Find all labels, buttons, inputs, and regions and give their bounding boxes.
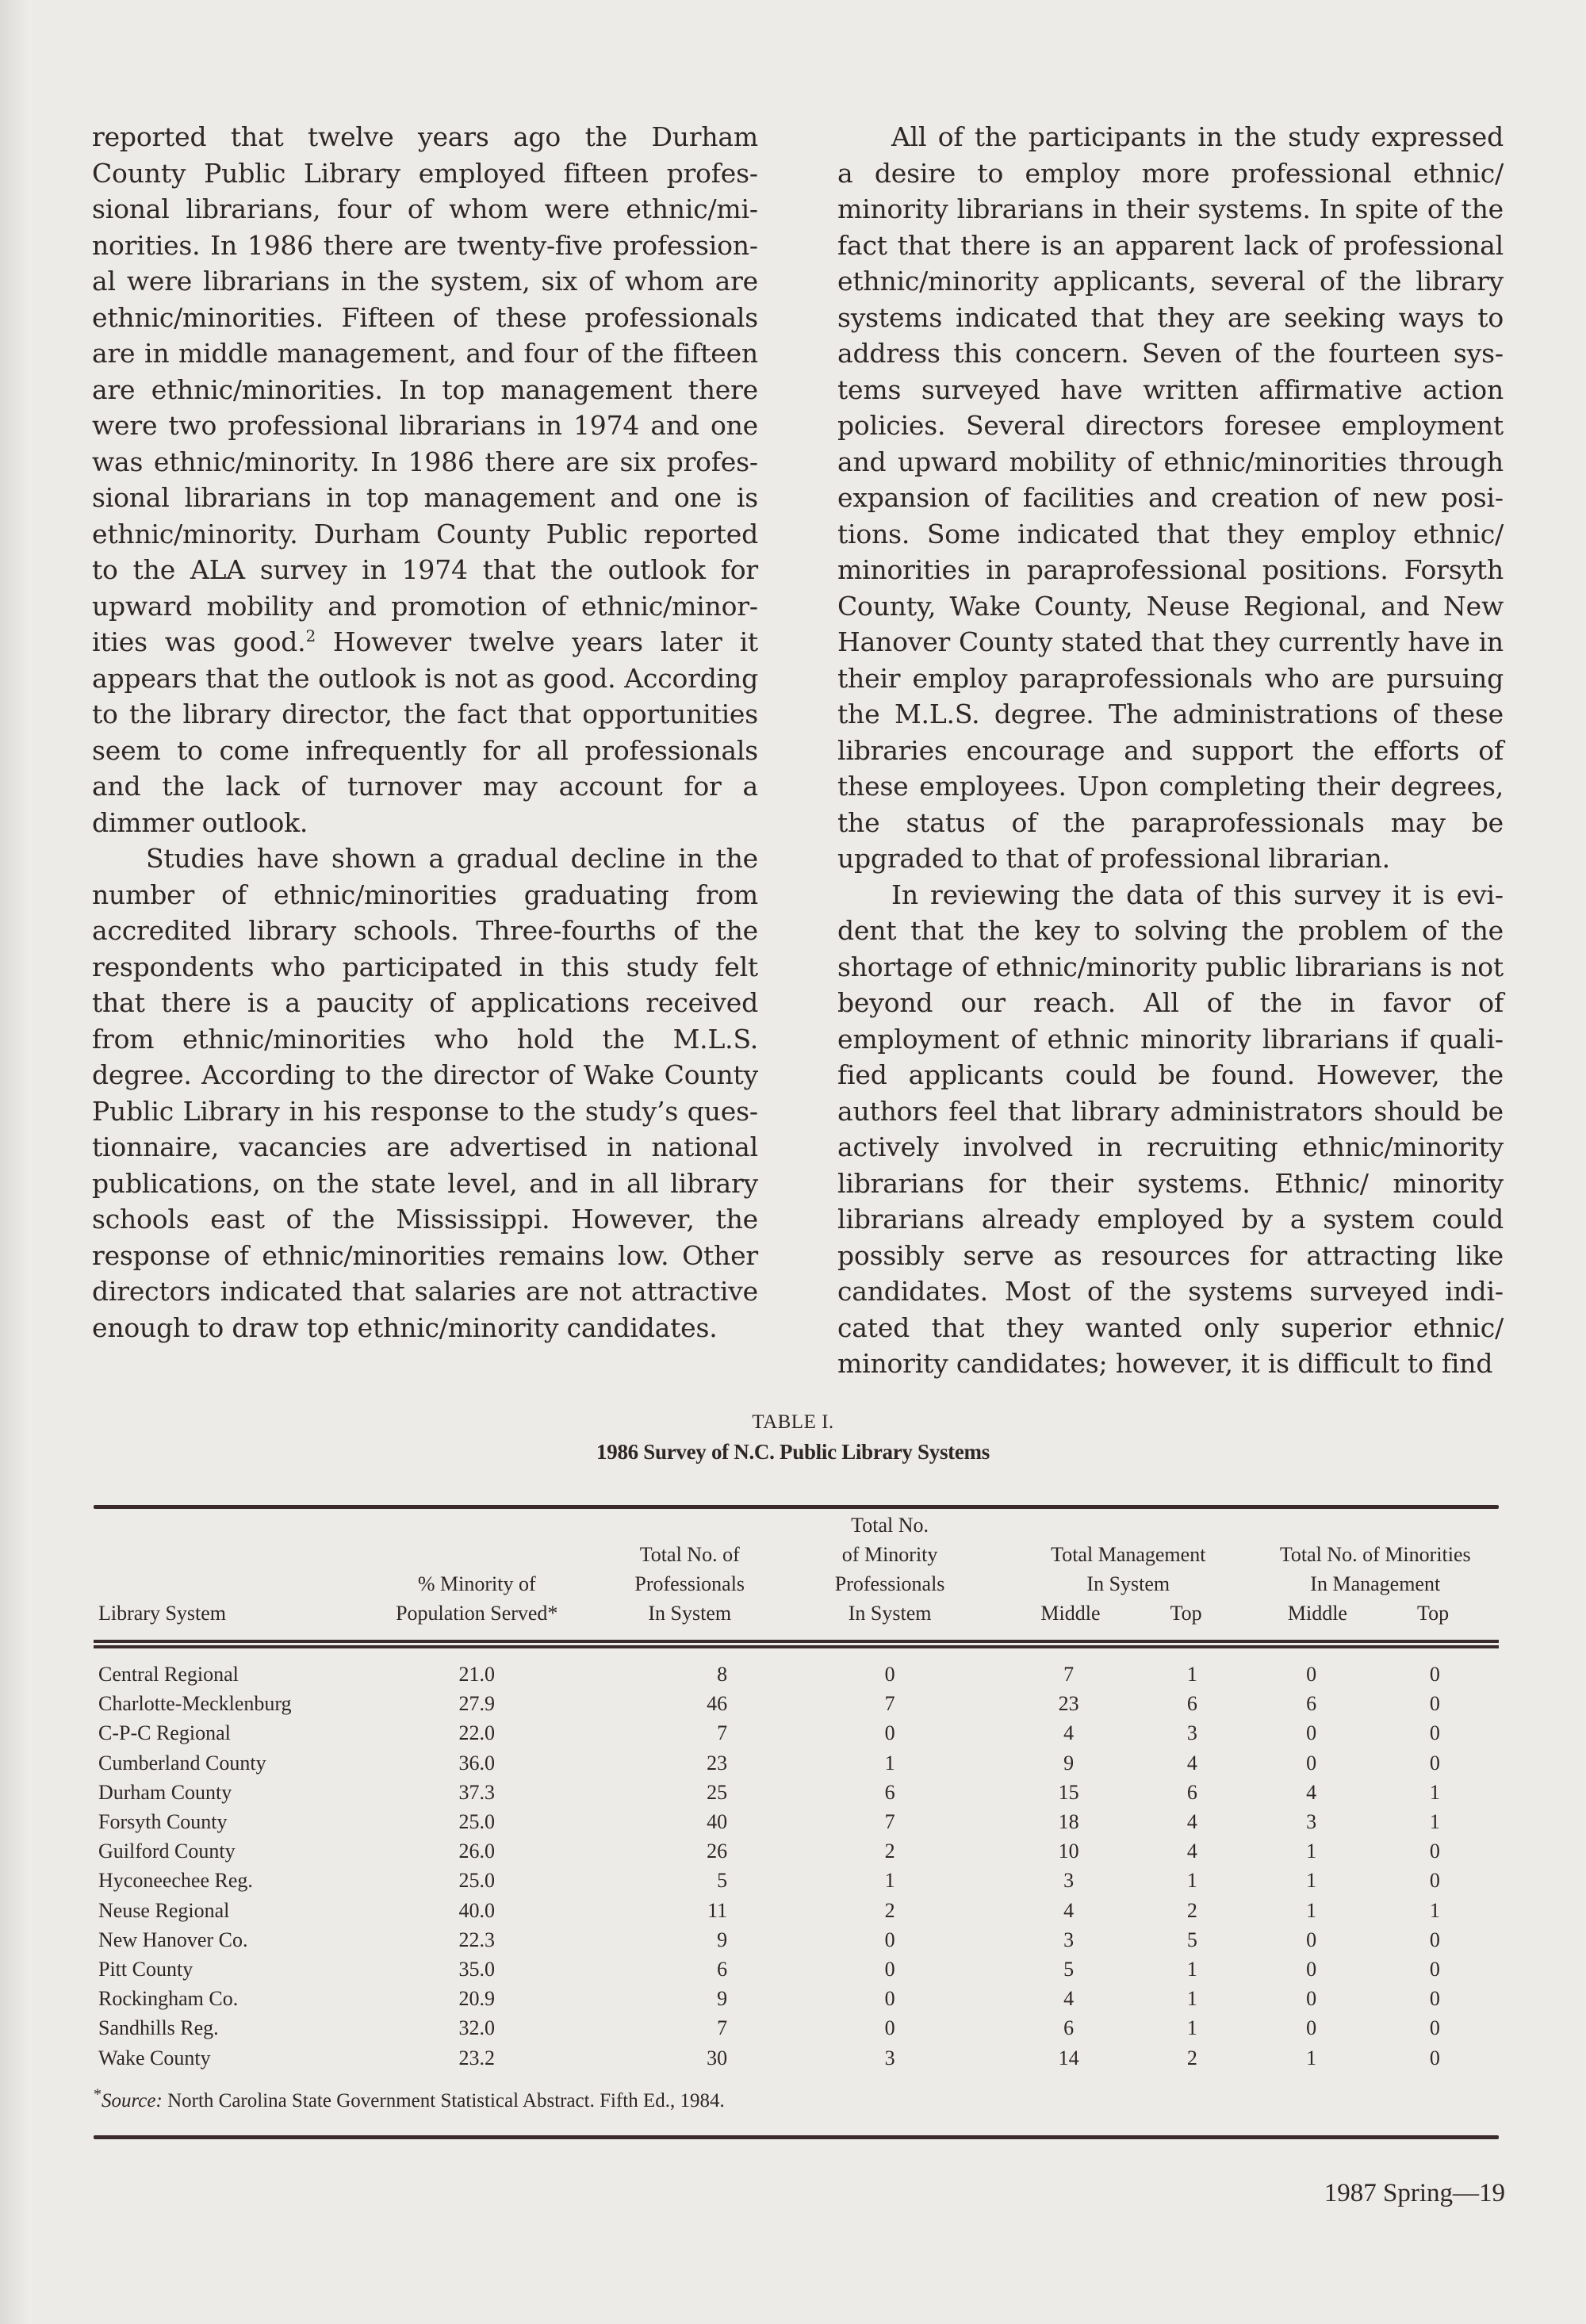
- cell-min-top: 1: [1429, 1810, 1440, 1834]
- cell-total-professionals: 25: [707, 1780, 728, 1804]
- cell-pct-minority: 36.0: [458, 1751, 495, 1775]
- cell-min-middle: 3: [1306, 1810, 1317, 1834]
- cell-mgmt-top: 4: [1186, 1840, 1197, 1863]
- cell-library-system: New Hanover Co.: [98, 1928, 248, 1951]
- cell-minority-professionals: 3: [884, 2046, 895, 2069]
- table-row: [94, 1807, 1499, 1836]
- paragraph: [92, 119, 758, 840]
- table-row: [94, 1778, 1499, 1807]
- cell-min-top: 0: [1429, 1663, 1440, 1686]
- table-body: [94, 1639, 1499, 2073]
- cell-minority-professionals: 1: [884, 1869, 895, 1893]
- cell-mgmt-middle: 3: [1063, 1869, 1075, 1893]
- cell-min-middle: 1: [1306, 1898, 1317, 1922]
- table-top-rule: [94, 1505, 1499, 1509]
- cell-pct-minority: 27.9: [458, 1692, 495, 1716]
- table-row: [94, 1866, 1499, 1895]
- cell-library-system: Central Regional: [98, 1663, 239, 1686]
- cell-minority-professionals: 0: [884, 1958, 895, 1981]
- cell-pct-minority: 32.0: [458, 2016, 495, 2040]
- cell-minority-professionals: 2: [884, 1898, 895, 1922]
- cell-min-middle: 0: [1306, 1751, 1317, 1775]
- header-mgmt-middle: Middle: [1040, 1602, 1101, 1625]
- cell-min-top: 0: [1429, 1721, 1440, 1745]
- cell-min-middle: 0: [1306, 1663, 1317, 1686]
- cell-mgmt-middle: 9: [1063, 1751, 1075, 1775]
- cell-library-system: Guilford County: [98, 1840, 236, 1863]
- cell-min-middle: 0: [1306, 2016, 1317, 2040]
- footnote-text: North Carolina State Government Statistical Abstract. Fifth Ed., 1984.: [162, 2090, 725, 2112]
- cell-min-top: 0: [1429, 2046, 1440, 2069]
- cell-min-top: 0: [1429, 1958, 1440, 1981]
- cell-mgmt-top: 1: [1186, 1958, 1197, 1981]
- cell-library-system: Cumberland County: [98, 1751, 266, 1775]
- cell-min-middle: 4: [1306, 1780, 1317, 1804]
- cell-total-professionals: 9: [717, 1987, 728, 2011]
- cell-mgmt-top: 4: [1186, 1751, 1197, 1775]
- header-library-system: Library System: [98, 1602, 227, 1625]
- cell-min-middle: 1: [1306, 2046, 1317, 2069]
- cell-min-top: 0: [1429, 1987, 1440, 2011]
- cell-min-top: 0: [1429, 1928, 1440, 1951]
- cell-total-professionals: 6: [717, 1958, 728, 1981]
- cell-library-system: Durham County: [98, 1780, 232, 1804]
- survey-table: [94, 1510, 1499, 2073]
- right-text-column: [837, 119, 1504, 1382]
- cell-minority-professionals: 6: [884, 1780, 895, 1804]
- cell-pct-minority: 22.3: [458, 1928, 495, 1951]
- cell-library-system: Sandhills Reg.: [98, 2016, 219, 2040]
- cell-minority-professionals: 0: [884, 2016, 895, 2040]
- table-header-rule: [94, 1640, 1499, 1648]
- table-row: [94, 1748, 1499, 1778]
- table-row: [94, 2043, 1499, 2073]
- cell-minority-professionals: 1: [884, 1751, 895, 1775]
- cell-min-top: 0: [1429, 1840, 1440, 1863]
- cell-library-system: Neuse Regional: [98, 1898, 230, 1922]
- table-header-row: [94, 1510, 1499, 1639]
- table-bottom-rule: [94, 2135, 1499, 2139]
- cell-pct-minority: 23.2: [458, 2046, 495, 2069]
- cell-min-middle: 1: [1306, 1869, 1317, 1893]
- table-row: [94, 1925, 1499, 1955]
- cell-total-professionals: 26: [707, 1840, 728, 1863]
- cell-mgmt-top: 6: [1186, 1780, 1197, 1804]
- cell-total-professionals: 11: [707, 1898, 728, 1922]
- cell-pct-minority: 25.0: [458, 1869, 495, 1893]
- cell-mgmt-middle: 5: [1063, 1958, 1075, 1981]
- cell-mgmt-top: 6: [1186, 1692, 1197, 1716]
- header-minorities-management: Total No. of Minorities In Management Middle Top: [1252, 1510, 1500, 1639]
- cell-total-professionals: 5: [717, 1869, 728, 1893]
- cell-pct-minority: 25.0: [458, 1810, 495, 1834]
- cell-min-middle: 1: [1306, 1840, 1317, 1863]
- cell-pct-minority: 26.0: [458, 1840, 495, 1863]
- cell-total-professionals: 9: [717, 1928, 728, 1951]
- header-min-top: Top: [1417, 1602, 1450, 1625]
- header-pct-minority: % Minority of Population Served*: [396, 1572, 558, 1625]
- table-title: 1986 Survey of N.C. Public Library Systems: [596, 1440, 990, 1464]
- table-label: TABLE I.: [752, 1411, 834, 1433]
- table-row: [94, 1836, 1499, 1866]
- cell-minority-professionals: 0: [884, 1987, 895, 2011]
- cell-total-professionals: 23: [707, 1751, 728, 1775]
- cell-mgmt-middle: 23: [1058, 1692, 1079, 1716]
- paragraph-text: reported that twelve years ago the Durham County Public Library employed fifteen professional librarians, four of whom were ethnic/minorities. In 1986 there are twenty-five professional were librarians in the system, six of whom are ethnic/minorities. Fifteen of these professionals are in middle management, and four of the fifteen are ethnic/minorities. In top management there were two professional librarians in 1974 and one was ethnic/minority. In 1986 there are six professional librarians in top management and one is ethnic/minority. Durham County Public reported to the ALA survey in 1974 that the outlook for upward mobility and promotion of ethnic/minorities was good.: [92, 121, 758, 657]
- cell-mgmt-middle: 15: [1058, 1780, 1079, 1804]
- cell-minority-professionals: 7: [884, 1692, 895, 1716]
- left-text-column: [92, 119, 758, 1346]
- footnote-marker: *: [94, 2085, 102, 2104]
- footnote-source-label: Source:: [102, 2090, 163, 2112]
- page-binding-edge: [0, 0, 32, 2324]
- cell-min-middle: 0: [1306, 1928, 1317, 1951]
- cell-mgmt-middle: 3: [1063, 1928, 1075, 1951]
- table-row: [94, 1984, 1499, 2013]
- cell-total-professionals: 8: [717, 1663, 728, 1686]
- cell-min-middle: 0: [1306, 1987, 1317, 2011]
- cell-pct-minority: 40.0: [458, 1898, 495, 1922]
- cell-mgmt-top: 4: [1186, 1810, 1197, 1834]
- cell-mgmt-top: 1: [1186, 1987, 1197, 2011]
- cell-min-top: 0: [1429, 1692, 1440, 1716]
- table-caption: [0, 1411, 1586, 1464]
- cell-mgmt-top: 5: [1186, 1928, 1197, 1951]
- cell-mgmt-middle: 6: [1063, 2016, 1075, 2040]
- cell-total-professionals: 40: [707, 1810, 728, 1834]
- paragraph: All of the participants in the study expressed a desire to employ more professional ethnic/ minority librarians in their systems. In spite of the fact that there is an apparent lack of professional ethnic/minority applicants, several of the library systems indicated that they are seeking ways to address this concern. Seven of the fourteen systems surveyed have written affirmative action policies. Several directors foresee employment and upward mobility of ethnic/minorities through expansion of facilities and creation of new positions. Some indicated that they employ ethnic/ minorities in paraprofessional positions. Forsyth County, Wake County, Neuse Regional, and New Hanover County stated that they currently have in their employ paraprofessionals who are pursuing the M.L.S. degree. The administrations of these libraries encourage and support the efforts of these employees. Upon completing their degrees, the status of the paraprofessionals may be upgraded to that of professional librarian.: [837, 121, 1504, 874]
- cell-mgmt-top: 1: [1186, 2016, 1197, 2040]
- cell-min-top: 0: [1429, 1869, 1440, 1893]
- header-mgmt-top: Top: [1170, 1602, 1202, 1625]
- table-row: [94, 2013, 1499, 2043]
- table-row: [94, 1955, 1499, 1984]
- cell-mgmt-top: 3: [1186, 1721, 1197, 1745]
- cell-minority-professionals: 7: [884, 1810, 895, 1834]
- cell-library-system: Charlotte-Mecklenburg: [98, 1692, 292, 1716]
- cell-mgmt-middle: 4: [1063, 1721, 1075, 1745]
- cell-library-system: C-P-C Regional: [98, 1721, 231, 1745]
- page-footer: 1987 Spring—19: [1324, 2179, 1505, 2207]
- cell-library-system: Rockingham Co.: [98, 1987, 239, 2011]
- table-row: [94, 1689, 1499, 1718]
- header-minority-professionals: Total No. of Minority Professionals In System: [834, 1514, 945, 1625]
- cell-library-system: Hyconeechee Reg.: [98, 1869, 253, 1893]
- cell-library-system: Wake County: [98, 2046, 211, 2069]
- paragraph: Studies have shown a gradual decline in the number of ethnic/minorities graduating from accredited library schools. Three-fourths of the respondents who participated in this study felt that there is a paucity of applications received from ethnic/minorities who hold the M.L.S. degree. According to the director of Wake County Public Library in his response to the study’s questionnaire, vacancies are advertised in national publications, on the state level, and in all library schools east of the Mississippi. However, the response of ethnic/minorities remains low. Other directors indicated that salaries are not attractive enough to draw top ethnic/minority candidates.: [92, 843, 758, 1343]
- header-total-professionals: Total No. of Professionals In System: [634, 1543, 745, 1625]
- cell-pct-minority: 37.3: [458, 1780, 495, 1804]
- footnote-reference: 2: [305, 626, 316, 645]
- header-total-management: Total Management In System Middle Top: [1005, 1510, 1251, 1639]
- cell-library-system: Pitt County: [98, 1958, 193, 1981]
- cell-min-top: 0: [1429, 2016, 1440, 2040]
- cell-mgmt-middle: 10: [1058, 1840, 1079, 1863]
- cell-min-middle: 0: [1306, 1721, 1317, 1745]
- cell-total-professionals: 7: [717, 2016, 728, 2040]
- cell-mgmt-middle: 4: [1063, 1898, 1075, 1922]
- cell-min-middle: 0: [1306, 1958, 1317, 1981]
- table-row: [94, 1896, 1499, 1925]
- cell-total-professionals: 30: [707, 2046, 728, 2069]
- cell-mgmt-top: 1: [1186, 1663, 1197, 1686]
- cell-pct-minority: 21.0: [458, 1663, 495, 1686]
- cell-minority-professionals: 2: [884, 1840, 895, 1863]
- cell-pct-minority: 35.0: [458, 1958, 495, 1981]
- cell-pct-minority: 20.9: [458, 1987, 495, 2011]
- header-min-middle: Middle: [1287, 1602, 1347, 1625]
- cell-mgmt-top: 2: [1186, 1898, 1197, 1922]
- cell-library-system: Forsyth County: [98, 1810, 228, 1834]
- cell-min-middle: 6: [1306, 1692, 1317, 1716]
- paragraph: In reviewing the data of this survey it is evident that the key to solving the problem of the shortage of ethnic/minority public librarians is not beyond our reach. All of the in favor of employment of ethnic minority librarians if qualified applicants could be found. However, the authors feel that library administrators should be actively involved in recruiting ethnic/minority librarians for their systems. Ethnic/ minority librarians already employed by a system could possibly serve as resources for attracting like candidates. Most of the systems surveyed indicated that they wanted only superior ethnic/ minority candidates; however, it is difficult to find: [837, 879, 1504, 1379]
- cell-mgmt-top: 2: [1186, 2046, 1197, 2069]
- cell-mgmt-middle: 18: [1058, 1810, 1079, 1834]
- cell-mgmt-middle: 14: [1058, 2046, 1079, 2069]
- cell-total-professionals: 46: [707, 1692, 728, 1716]
- cell-mgmt-middle: 7: [1063, 1663, 1075, 1686]
- cell-mgmt-top: 1: [1186, 1869, 1197, 1893]
- cell-pct-minority: 22.0: [458, 1721, 495, 1745]
- cell-minority-professionals: 0: [884, 1721, 895, 1745]
- table-row: [94, 1718, 1499, 1748]
- cell-min-top: 1: [1429, 1898, 1440, 1922]
- cell-total-professionals: 7: [717, 1721, 728, 1745]
- cell-min-top: 1: [1429, 1780, 1440, 1804]
- cell-minority-professionals: 0: [884, 1663, 895, 1686]
- paragraph-text: However twelve years later it appears that the outlook is not as good. According to the library director, the fact that opportunities seem to come infrequently for all professionals and the lack of turnover may account for a dimmer outlook.: [92, 626, 758, 838]
- cell-mgmt-middle: 4: [1063, 1987, 1075, 2011]
- cell-minority-professionals: 0: [884, 1928, 895, 1951]
- table-footnote: [94, 2085, 725, 2112]
- cell-min-top: 0: [1429, 1751, 1440, 1775]
